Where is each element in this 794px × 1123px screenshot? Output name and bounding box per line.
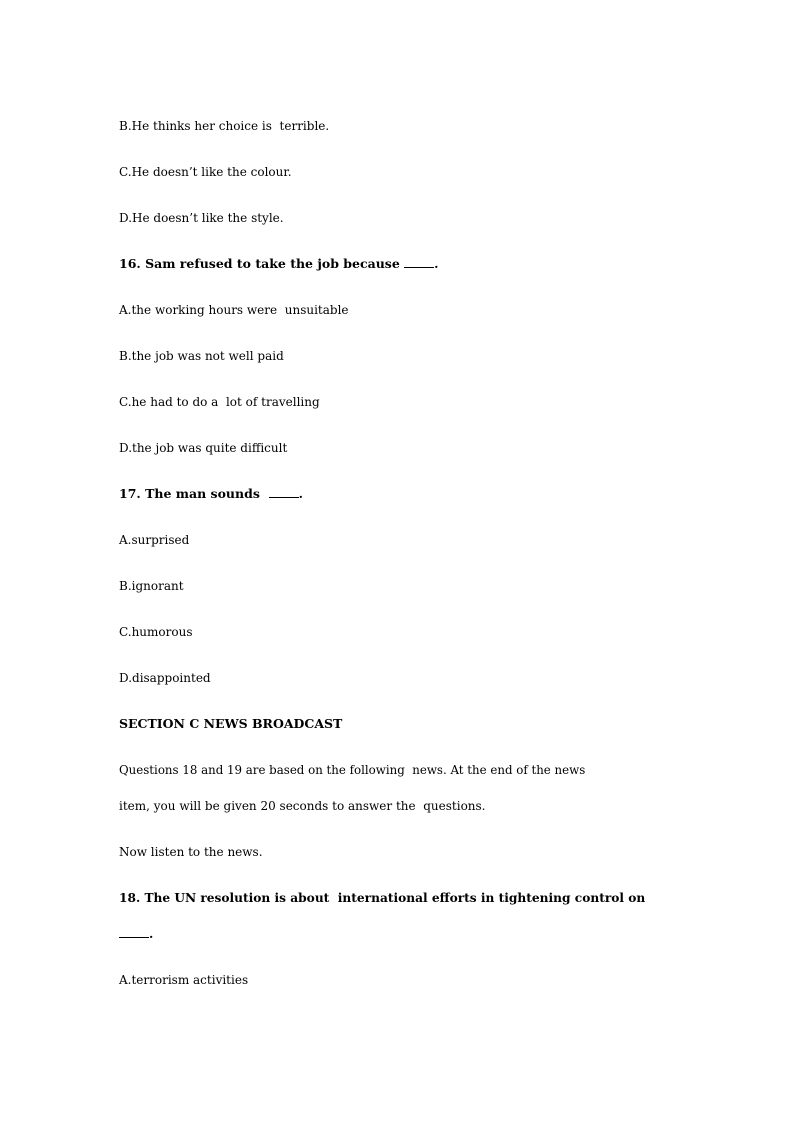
q16-question [119,256,439,272]
q16-option-c: C.he had to do a lot of travelling [119,395,320,409]
q15-option-d: D.He doesn’t like the style. [119,211,284,225]
q15-option-b: B.He thinks her choice is terrible. [119,119,330,133]
section-c-listen-instruction: Now listen to the news. [119,845,263,859]
q17-question [119,486,303,502]
q16-end: . [434,256,439,271]
q18-option-a: A.terrorism activities [119,973,249,987]
q17-option-a: A.surprised [119,533,190,547]
section-c-heading: SECTION C NEWS BROADCAST [119,716,343,731]
q17-stem: 17. The man sounds [119,486,269,501]
q15-option-c: C.He doesn’t like the colour. [119,165,292,179]
q17-end: . [298,486,303,501]
q17-option-b: B.ignorant [119,579,184,593]
q18-stem: 18. The UN resolution is about international efforts in tightening control on [119,891,646,905]
section-c-instruction-line-2: item, you will be given 20 seconds to answer the questions. [119,799,486,813]
q16-answer-blank [404,256,434,268]
q18-question-end [119,926,153,942]
q17-answer-blank [269,486,299,498]
q17-option-c: C.humorous [119,625,193,639]
q16-stem: 16. Sam refused to take the job because [119,256,405,271]
q17-option-d: D.disappointed [119,671,211,685]
q16-option-b: B.the job was not well paid [119,349,284,363]
q18-end: . [149,926,154,941]
q16-option-a: A.the working hours were unsuitable [119,303,349,317]
section-c-instruction-line-1: Questions 18 and 19 are based on the following news. At the end of the news [119,763,586,777]
q18-answer-blank [119,926,149,938]
q16-option-d: D.the job was quite difficult [119,441,288,455]
